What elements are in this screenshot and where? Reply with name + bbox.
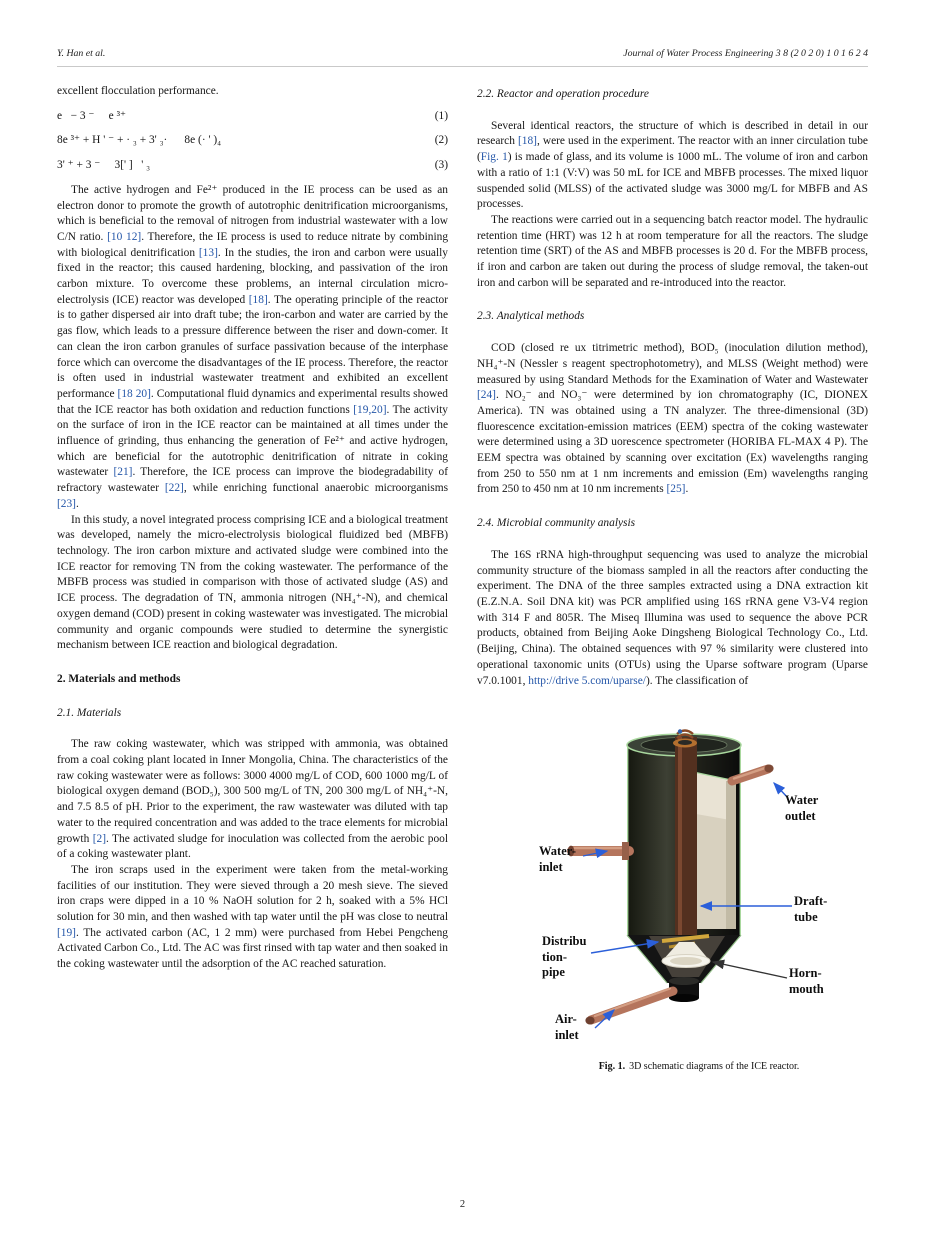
text-segment: . The activated sludge for inoculation was collected from the aerobic pool of a coking wastewater plant.: [57, 832, 448, 861]
equation-3: [57, 158, 448, 174]
text-segment: , were used in the experiment. The reactor with an inner circulation tube (: [477, 135, 868, 164]
citation-link[interactable]: [2]: [92, 832, 106, 845]
citation-link[interactable]: [18]: [517, 135, 537, 148]
citation-link[interactable]: [24]: [477, 389, 496, 402]
section-heading-materials-and-methods: 2. Materials and methods: [57, 672, 181, 685]
running-journal: Journal of Water Process Engineering 3 8 (2 0 2 0) 1 0 1 6 2 4: [623, 48, 868, 59]
ice-reactor-diagram: [529, 729, 869, 1049]
draft-tube: [675, 737, 697, 937]
text-segment: . In the studies, the iron and carbon were usually fixed in the reactor; this caused hardening, blocking, and passivation of the iron carbon mixture. To overcome these problems, an internal circulation micro-electrolysis (ICE) reactor was developed: [57, 246, 449, 306]
paragraph-continuation: excellent flocculation performance.: [57, 85, 219, 97]
text-segment: . NO₂⁻ and NO₃⁻ were determined by ion chromatography (IC, DIONEX America). TN was obtained using a TN analyzer. The three-dimensional (3D) fluorescence excitation-emission matrices (EEM) spectra of the coking wastewater were determined using a 3D uorescence spectrometer (HORIBA FL-MAX 4 P). The EEM spectra was obtained by scanning over excitation (Ex) wavelengths ranging from 250 to 550 nm at 1 nm increments and emission (Em) wavelengths ranging from 250 to 450 nm at 10 nm increments: [477, 389, 868, 496]
subsection-heading-analytical-methods: 2.3. Analytical methods: [477, 310, 585, 323]
text-segment: The 16S rRNA high-throughput sequencing was used to analyze the microbial community structure of the biomass sampled in all the reactors after conducting the experiment. The DNA of the three samples extracted using a DNA extraction kit (E.Z.N.A. Soil DNA kit) was PCR amplified using 16S rRNA gene V3-V4 region with 314 F and 805R. The Miseq Illumina was used to sequence the above PCR products, obtained from Beijing Aoke Dingsheng Biological Technology Co., Ltd. (Beijing, China). The obtained sequences with 97 % similarity were clustered into operational taxonomic units (OTUs) using the Uparse software program (Uparse v7.0.1001,: [477, 548, 868, 687]
arrow-horn-mouth: [713, 962, 787, 978]
equation-number: (3): [434, 159, 448, 172]
citation-link[interactable]: [25]: [666, 483, 686, 496]
text-segment: . Therefore, the IE process is used to reduce nitrate by combining with biological denitrification: [57, 230, 449, 259]
citation-link[interactable]: [18]: [248, 293, 268, 306]
figure-caption-label: Fig. 1.: [598, 1061, 626, 1073]
air-inlet-pipe: [585, 989, 673, 1025]
text-segment: The raw coking wastewater, which was stripped with ammonia, was obtained from a coal coking plant located in Inner Mongolia, China. The characteristics of the raw coking wastewater were as follows: 3000 4000 mg/L of COD, 600 1000 mg/L of biological oxygen demand (BOD₅), 300 500 mg/L of TN, 200 300 mg/L of NH₄⁺-N, and 7.5 8.5 of pH. Prior to the experiment, the raw wastewater was diluted with tap water to the required concentration and was added to the trace elements for microbial growth: [57, 738, 448, 845]
figure-1: [529, 729, 869, 1049]
equation-1: [57, 109, 448, 125]
subsection-heading-reactor-procedure: 2.2. Reactor and operation procedure: [477, 88, 649, 100]
equation-body: e − 3 ⁻ e ³⁺: [57, 109, 126, 122]
text-segment: The iron scraps used in the experiment were taken from the metal-working facilities of our institution. They were sieved through a 20 mesh sieve. The sieved iron craps were dipped in a 10 % NaOH solution for 2 h, soaked with a 5% HCl solution for 30 min, and then washed with tap water until the pH was close to neutral: [57, 863, 448, 924]
right-column: [477, 84, 868, 1075]
figure-label-draft-tube: Draft- tube: [794, 894, 828, 924]
paragraph: [477, 548, 868, 689]
equation-body: 8e ³⁺ + H ' ⁻ + · ₃ + 3' ₃· 8e (· ' )₄: [57, 134, 222, 147]
citation-link[interactable]: [10 12]: [107, 230, 142, 243]
citation-link[interactable]: [23]: [57, 497, 76, 510]
subsection-heading-microbial-analysis: 2.4. Microbial community analysis: [477, 517, 636, 530]
running-header: [57, 48, 868, 67]
url-link[interactable]: http://drive 5.com/uparse/: [528, 674, 646, 687]
text-segment: .: [685, 483, 689, 496]
text-segment: . The activated carbon (AC, 1 2 mm) were purchased from Hebei Pengcheng Activated Carbon Co., Ltd. The AC was first rinsed with tap water and then soaked in the coking wastewater until the adsorption of the AC reached saturation.: [57, 926, 448, 971]
left-column: [57, 84, 448, 1075]
citation-link[interactable]: [19,20]: [353, 403, 387, 416]
text-segment: COD (closed re ux titrimetric method), BOD₅ (inoculation dilution method), NH₄⁺-N (Nessler s reagent spectrophotometry), and MLSS (Weight method) were measured by using Standard Methods for the Examination of Water and Wastewater: [477, 342, 868, 386]
citation-link[interactable]: [21]: [113, 466, 133, 479]
citation-link[interactable]: [22]: [164, 482, 184, 495]
text-segment: . The activity on the surface of iron in the ICE reactor can be maintained at all times under the influence of grinding, thus enhancing the generation of Fe²⁺ and active hydrogen, which are beneficial for the autotrophic denitrification of nitrate in coking wastewater: [57, 403, 448, 479]
equation-number: (2): [434, 134, 448, 147]
text-segment: . Computational fluid dynamics and experimental results showed that the ICE reactor has both oxidation and reduction functions: [57, 387, 448, 416]
figure-label-water-outlet: Water outlet: [785, 793, 819, 823]
figure-label-distribution-pipe: Distribu tion- pipe: [542, 934, 587, 980]
figure-label-horn-mouth: Horn- mouth: [789, 966, 824, 996]
paragraph: [57, 513, 448, 654]
paragraph: [477, 213, 868, 292]
text-segment: .: [75, 497, 79, 510]
text-segment: The active hydrogen and Fe²⁺ produced in the IE process can be used as an electron donor to promote the growth of autotrophic denitrification microorganisms, which is beneficial to the removal of nitrogen from industrial wastewater with a low C/N ratio.: [57, 183, 448, 243]
text-segment: . The operating principle of the reactor is to gather dispersed air into draft tube; the iron-carbon and water are carried by the gas flow, which leads to a pressure difference between the riser and down-comer. It can clean the iron carbon granules of surface passivation because of the interphase force which can overcome the disadvantages of the IE process. Therefore, the reactor is often used in industrial wastewater treatment and exhibited an excellent performance: [57, 293, 448, 400]
paragraph: [57, 737, 448, 863]
text-segment: . Therefore, the ICE process can improve the biodegradability of refractory wastewater: [57, 466, 449, 495]
text-segment: In this study, a novel integrated process comprising ICE and a biological treatment was developed, namely the micro-electrolysis biological fluidized bed (MBFB) technology. The iron carbon mixture and activated sludge were combined into the ICE reactor for removing TN from the coking wastewater. The performance of the MBFB process was studied in comparison with those of activated sludge (AS) and ICE process. The degradation of TN, ammonia nitrogen (NH₄⁺-N), and chemical oxygen demand (COD) present in coking wastewater was investigated. The microbial community and organic compounds were studied to determine the synergistic mechanism between ICE reaction and biological degradation.: [57, 513, 448, 652]
paragraph: [57, 863, 448, 973]
figure-caption-text: 3D schematic diagrams of the ICE reactor.: [629, 1061, 800, 1073]
text-segment: , while enriching functional anaerobic microorganisms: [183, 482, 449, 495]
figure-caption: [529, 1059, 869, 1075]
figure-label-air-inlet: Air- inlet: [555, 1012, 579, 1042]
paragraph: [477, 341, 868, 498]
subsection-heading-materials: 2.1. Materials: [57, 706, 122, 719]
equation-body: 3' ⁺ + 3 ⁻ 3[' ] ' ₃: [57, 159, 151, 172]
water-inlet-pipe: [568, 842, 629, 860]
equation-number: (1): [434, 109, 448, 122]
text-segment: ) is made of glass, and its volume is 1000 mL. The volume of iron and carbon with a ratio of 1:1 (V:V) was 50 mL for ICE and MBFB processes. The mixed liquor suspended solid (MLSS) of the activated sludge was 3000 mg/L for MBFB and AS processes.: [477, 151, 868, 211]
content-columns: [57, 84, 868, 1075]
paragraph: [477, 119, 868, 213]
page-number: 2: [459, 1199, 466, 1210]
figure-label-water-inlet: Water- inlet: [539, 844, 577, 874]
equation-2: [57, 133, 448, 149]
text-segment: ). The classification of: [645, 674, 749, 687]
citation-link[interactable]: [19]: [57, 926, 76, 939]
text-segment: The reactions were carried out in a sequencing batch reactor model. The hydraulic retention time (HRT) was 12 h at room temperature for all the reactors. The sludge retention time (SRT) of the AS and MBFB processes is 20 d. For the MBFB process, if iron and carbon are taken out during the process of sludge removal, the taken-out iron and carbon will be separated and re-introduced into the reactor.: [477, 213, 868, 289]
paragraph: [57, 183, 448, 513]
running-author: Y. Han et al.: [57, 48, 106, 59]
figure-reference-link[interactable]: Fig. 1: [480, 151, 508, 164]
citation-link[interactable]: [18 20]: [117, 387, 151, 400]
citation-link[interactable]: [13]: [198, 246, 218, 259]
text-segment: Several identical reactors, the structure of which is described in detail in our research: [477, 119, 868, 148]
